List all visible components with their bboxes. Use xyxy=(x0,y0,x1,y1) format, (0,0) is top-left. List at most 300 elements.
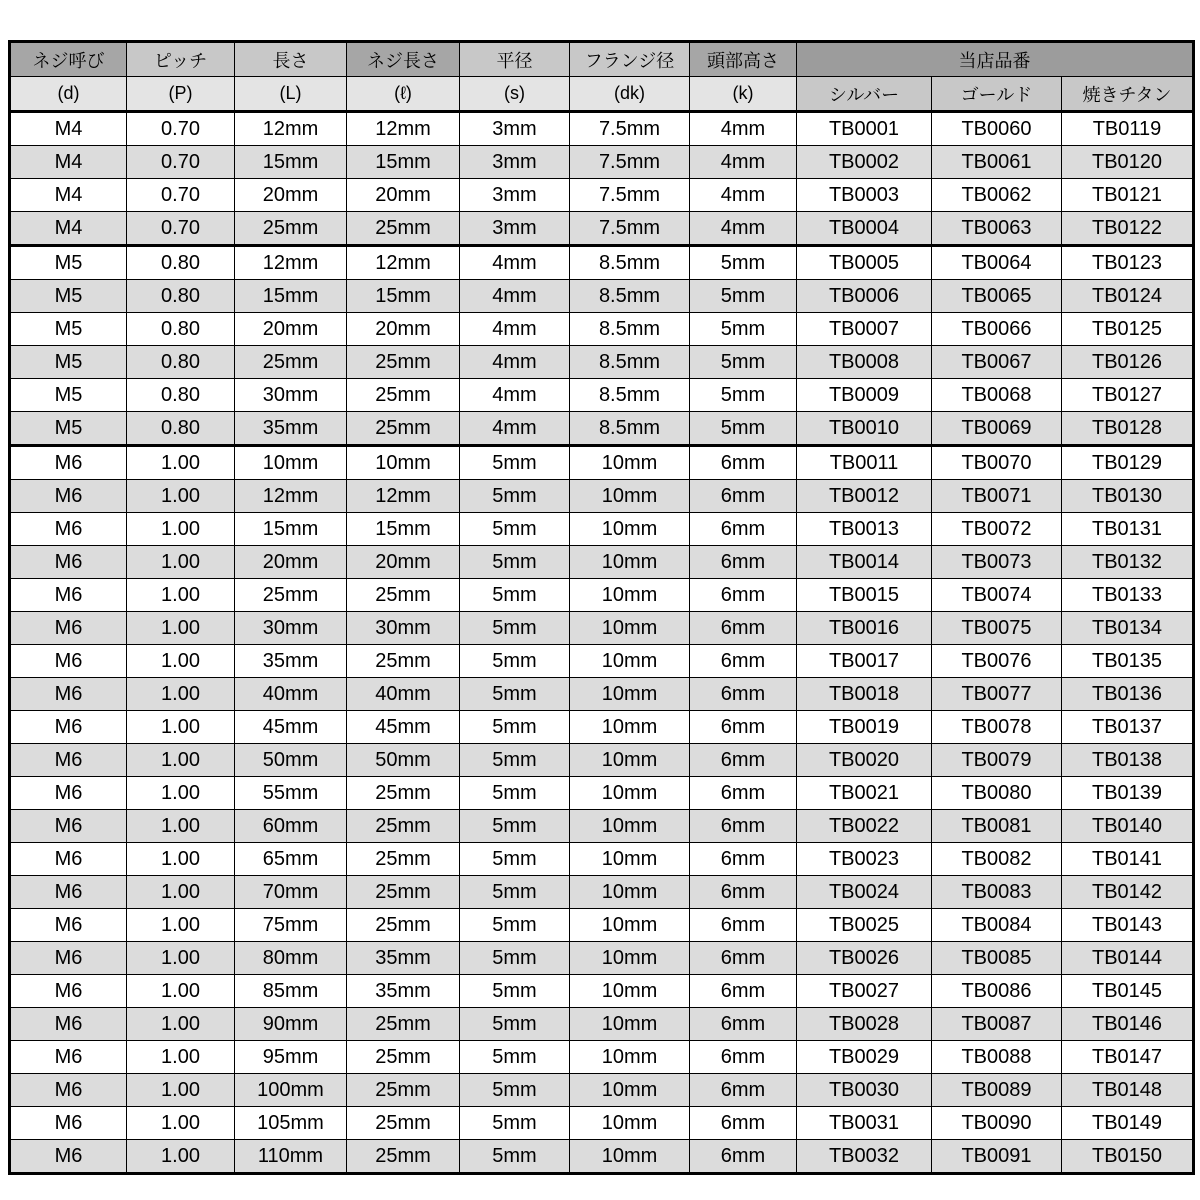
flange-diameter-cell: 7.5mm xyxy=(570,179,690,212)
flat-diameter-cell: 5mm xyxy=(460,1107,570,1140)
part-number-titanium-cell: TB0140 xyxy=(1062,810,1194,843)
header-head-height: 頭部高さ xyxy=(690,42,797,77)
part-number-silver-cell: TB0029 xyxy=(797,1041,932,1074)
part-number-gold-cell: TB0085 xyxy=(932,942,1062,975)
part-number-silver-cell: TB0022 xyxy=(797,810,932,843)
part-number-gold-cell: TB0080 xyxy=(932,777,1062,810)
part-number-silver-cell: TB0014 xyxy=(797,546,932,579)
length-cell: 95mm xyxy=(235,1041,347,1074)
length-cell: 105mm xyxy=(235,1107,347,1140)
part-number-titanium-cell: TB0123 xyxy=(1062,246,1194,280)
part-number-silver-cell: TB0015 xyxy=(797,579,932,612)
thread-length-cell: 25mm xyxy=(347,843,460,876)
thread-length-cell: 25mm xyxy=(347,412,460,446)
head-height-cell: 6mm xyxy=(690,711,797,744)
part-number-titanium-cell: TB0130 xyxy=(1062,480,1194,513)
flange-diameter-cell: 10mm xyxy=(570,777,690,810)
pitch-cell: 1.00 xyxy=(127,1140,235,1174)
table-row xyxy=(10,313,1194,346)
pitch-cell: 0.80 xyxy=(127,280,235,313)
thread-length-cell: 25mm xyxy=(347,1008,460,1041)
length-cell: 25mm xyxy=(235,579,347,612)
pitch-cell: 1.00 xyxy=(127,744,235,777)
pitch-cell: 1.00 xyxy=(127,612,235,645)
part-number-gold-cell: TB0062 xyxy=(932,179,1062,212)
flat-diameter-cell: 4mm xyxy=(460,313,570,346)
screw-size-cell: M4 xyxy=(10,146,127,179)
thread-length-cell: 15mm xyxy=(347,146,460,179)
part-number-gold-cell: TB0067 xyxy=(932,346,1062,379)
part-number-silver-cell: TB0020 xyxy=(797,744,932,777)
screw-size-cell: M5 xyxy=(10,246,127,280)
pitch-cell: 0.80 xyxy=(127,313,235,346)
thread-length-cell: 20mm xyxy=(347,179,460,212)
flat-diameter-cell: 5mm xyxy=(460,843,570,876)
pitch-cell: 1.00 xyxy=(127,711,235,744)
part-number-silver-cell: TB0009 xyxy=(797,379,932,412)
screw-size-cell: M6 xyxy=(10,546,127,579)
part-number-gold-cell: TB0086 xyxy=(932,975,1062,1008)
table-row xyxy=(10,579,1194,612)
pitch-cell: 1.00 xyxy=(127,1041,235,1074)
flange-diameter-cell: 10mm xyxy=(570,876,690,909)
part-number-gold-cell: TB0063 xyxy=(932,212,1062,246)
length-cell: 25mm xyxy=(235,212,347,246)
part-number-titanium-cell: TB0129 xyxy=(1062,446,1194,480)
table-row xyxy=(10,744,1194,777)
flat-diameter-cell: 5mm xyxy=(460,909,570,942)
table-row xyxy=(10,280,1194,313)
part-number-silver-cell: TB0004 xyxy=(797,212,932,246)
flange-diameter-cell: 10mm xyxy=(570,1140,690,1174)
table-row xyxy=(10,480,1194,513)
flange-diameter-cell: 10mm xyxy=(570,744,690,777)
flange-diameter-cell: 10mm xyxy=(570,711,690,744)
screw-size-cell: M6 xyxy=(10,1074,127,1107)
table-row xyxy=(10,546,1194,579)
table-header xyxy=(10,42,1194,112)
part-number-titanium-cell: TB0138 xyxy=(1062,744,1194,777)
part-number-silver-cell: TB0030 xyxy=(797,1074,932,1107)
screw-size-cell: M4 xyxy=(10,212,127,246)
flange-diameter-cell: 10mm xyxy=(570,645,690,678)
header-pitch: ピッチ xyxy=(127,42,235,77)
part-number-titanium-cell: TB0147 xyxy=(1062,1041,1194,1074)
flat-diameter-cell: 5mm xyxy=(460,645,570,678)
part-number-silver-cell: TB0027 xyxy=(797,975,932,1008)
head-height-cell: 6mm xyxy=(690,446,797,480)
flange-diameter-cell: 10mm xyxy=(570,975,690,1008)
part-number-gold-cell: TB0084 xyxy=(932,909,1062,942)
pitch-cell: 1.00 xyxy=(127,843,235,876)
flat-diameter-cell: 5mm xyxy=(460,1041,570,1074)
part-number-silver-cell: TB0006 xyxy=(797,280,932,313)
table-row xyxy=(10,678,1194,711)
flange-diameter-cell: 7.5mm xyxy=(570,112,690,146)
thread-length-cell: 12mm xyxy=(347,246,460,280)
table-body xyxy=(10,112,1194,1174)
table-row xyxy=(10,112,1194,146)
part-number-titanium-cell: TB0136 xyxy=(1062,678,1194,711)
table-row xyxy=(10,843,1194,876)
head-height-cell: 6mm xyxy=(690,612,797,645)
pitch-cell: 1.00 xyxy=(127,446,235,480)
pitch-cell: 0.80 xyxy=(127,246,235,280)
table-row xyxy=(10,1008,1194,1041)
flange-diameter-cell: 10mm xyxy=(570,678,690,711)
flat-diameter-cell: 4mm xyxy=(460,346,570,379)
flange-diameter-cell: 7.5mm xyxy=(570,146,690,179)
part-number-gold-cell: TB0065 xyxy=(932,280,1062,313)
flange-diameter-cell: 10mm xyxy=(570,942,690,975)
header-length: 長さ xyxy=(235,42,347,77)
screw-size-cell: M6 xyxy=(10,711,127,744)
head-height-cell: 6mm xyxy=(690,1107,797,1140)
screw-size-cell: M5 xyxy=(10,280,127,313)
flat-diameter-cell: 5mm xyxy=(460,711,570,744)
flange-diameter-cell: 10mm xyxy=(570,1041,690,1074)
flat-diameter-cell: 3mm xyxy=(460,112,570,146)
flat-diameter-cell: 5mm xyxy=(460,975,570,1008)
part-number-gold-cell: TB0060 xyxy=(932,112,1062,146)
flange-diameter-cell: 10mm xyxy=(570,1008,690,1041)
table-row xyxy=(10,146,1194,179)
table-row xyxy=(10,1140,1194,1174)
part-number-gold-cell: TB0066 xyxy=(932,313,1062,346)
part-number-silver-cell: TB0019 xyxy=(797,711,932,744)
head-height-cell: 6mm xyxy=(690,1008,797,1041)
table-row xyxy=(10,909,1194,942)
table-row xyxy=(10,645,1194,678)
part-number-gold-cell: TB0073 xyxy=(932,546,1062,579)
length-cell: 12mm xyxy=(235,112,347,146)
pitch-cell: 1.00 xyxy=(127,909,235,942)
spec-table xyxy=(8,40,1195,1175)
pitch-cell: 0.80 xyxy=(127,412,235,446)
part-number-titanium-cell: TB0126 xyxy=(1062,346,1194,379)
head-height-cell: 6mm xyxy=(690,909,797,942)
thread-length-cell: 12mm xyxy=(347,112,460,146)
part-number-silver-cell: TB0025 xyxy=(797,909,932,942)
flat-diameter-cell: 4mm xyxy=(460,412,570,446)
thread-length-cell: 15mm xyxy=(347,280,460,313)
flange-diameter-cell: 10mm xyxy=(570,579,690,612)
length-cell: 30mm xyxy=(235,379,347,412)
part-number-titanium-cell: TB0146 xyxy=(1062,1008,1194,1041)
length-cell: 20mm xyxy=(235,313,347,346)
head-height-cell: 6mm xyxy=(690,876,797,909)
length-cell: 12mm xyxy=(235,246,347,280)
head-height-cell: 6mm xyxy=(690,546,797,579)
head-height-cell: 6mm xyxy=(690,942,797,975)
flange-diameter-cell: 7.5mm xyxy=(570,212,690,246)
thread-length-cell: 25mm xyxy=(347,645,460,678)
part-number-gold-cell: TB0071 xyxy=(932,480,1062,513)
thread-length-cell: 20mm xyxy=(347,546,460,579)
header-unit-l: (L) xyxy=(235,77,347,112)
part-number-titanium-cell: TB0128 xyxy=(1062,412,1194,446)
thread-length-cell: 10mm xyxy=(347,446,460,480)
length-cell: 75mm xyxy=(235,909,347,942)
head-height-cell: 6mm xyxy=(690,678,797,711)
head-height-cell: 4mm xyxy=(690,146,797,179)
head-height-cell: 5mm xyxy=(690,412,797,446)
pitch-cell: 1.00 xyxy=(127,678,235,711)
flat-diameter-cell: 3mm xyxy=(460,179,570,212)
part-number-gold-cell: TB0069 xyxy=(932,412,1062,446)
table-row xyxy=(10,379,1194,412)
part-number-titanium-cell: TB0148 xyxy=(1062,1074,1194,1107)
screw-size-cell: M4 xyxy=(10,179,127,212)
part-number-silver-cell: TB0021 xyxy=(797,777,932,810)
length-cell: 30mm xyxy=(235,612,347,645)
header-screw-size: ネジ呼び xyxy=(10,42,127,77)
flat-diameter-cell: 5mm xyxy=(460,942,570,975)
flat-diameter-cell: 3mm xyxy=(460,146,570,179)
header-unit-p: (P) xyxy=(127,77,235,112)
head-height-cell: 6mm xyxy=(690,843,797,876)
head-height-cell: 5mm xyxy=(690,346,797,379)
length-cell: 20mm xyxy=(235,546,347,579)
part-number-titanium-cell: TB0124 xyxy=(1062,280,1194,313)
flat-diameter-cell: 5mm xyxy=(460,777,570,810)
header-title-row xyxy=(10,42,1194,77)
pitch-cell: 1.00 xyxy=(127,1107,235,1140)
part-number-titanium-cell: TB0142 xyxy=(1062,876,1194,909)
flange-diameter-cell: 8.5mm xyxy=(570,412,690,446)
part-number-gold-cell: TB0077 xyxy=(932,678,1062,711)
flange-diameter-cell: 10mm xyxy=(570,1074,690,1107)
table-row xyxy=(10,876,1194,909)
flat-diameter-cell: 5mm xyxy=(460,744,570,777)
head-height-cell: 5mm xyxy=(690,313,797,346)
part-number-gold-cell: TB0082 xyxy=(932,843,1062,876)
head-height-cell: 5mm xyxy=(690,246,797,280)
length-cell: 15mm xyxy=(235,280,347,313)
part-number-titanium-cell: TB0133 xyxy=(1062,579,1194,612)
flange-diameter-cell: 8.5mm xyxy=(570,313,690,346)
head-height-cell: 6mm xyxy=(690,810,797,843)
table-row xyxy=(10,711,1194,744)
thread-length-cell: 35mm xyxy=(347,975,460,1008)
pitch-cell: 0.80 xyxy=(127,346,235,379)
thread-length-cell: 25mm xyxy=(347,212,460,246)
length-cell: 35mm xyxy=(235,412,347,446)
part-number-titanium-cell: TB0119 xyxy=(1062,112,1194,146)
pitch-cell: 0.70 xyxy=(127,179,235,212)
flange-diameter-cell: 10mm xyxy=(570,612,690,645)
thread-length-cell: 35mm xyxy=(347,942,460,975)
thread-length-cell: 25mm xyxy=(347,1074,460,1107)
part-number-silver-cell: TB0012 xyxy=(797,480,932,513)
flange-diameter-cell: 10mm xyxy=(570,513,690,546)
pitch-cell: 1.00 xyxy=(127,975,235,1008)
thread-length-cell: 40mm xyxy=(347,678,460,711)
header-flat-diameter: 平径 xyxy=(460,42,570,77)
table-row xyxy=(10,1074,1194,1107)
header-unit-d: (d) xyxy=(10,77,127,112)
part-number-silver-cell: TB0028 xyxy=(797,1008,932,1041)
length-cell: 110mm xyxy=(235,1140,347,1174)
flat-diameter-cell: 5mm xyxy=(460,876,570,909)
part-number-gold-cell: TB0088 xyxy=(932,1041,1062,1074)
length-cell: 15mm xyxy=(235,513,347,546)
screw-size-cell: M6 xyxy=(10,480,127,513)
part-number-silver-cell: TB0003 xyxy=(797,179,932,212)
screw-size-cell: M6 xyxy=(10,513,127,546)
length-cell: 15mm xyxy=(235,146,347,179)
screw-size-cell: M6 xyxy=(10,975,127,1008)
length-cell: 55mm xyxy=(235,777,347,810)
head-height-cell: 5mm xyxy=(690,379,797,412)
part-number-silver-cell: TB0032 xyxy=(797,1140,932,1174)
flat-diameter-cell: 4mm xyxy=(460,280,570,313)
head-height-cell: 6mm xyxy=(690,744,797,777)
length-cell: 80mm xyxy=(235,942,347,975)
part-number-silver-cell: TB0010 xyxy=(797,412,932,446)
length-cell: 65mm xyxy=(235,843,347,876)
flat-diameter-cell: 5mm xyxy=(460,546,570,579)
part-number-gold-cell: TB0072 xyxy=(932,513,1062,546)
length-cell: 10mm xyxy=(235,446,347,480)
flat-diameter-cell: 5mm xyxy=(460,1140,570,1174)
part-number-gold-cell: TB0068 xyxy=(932,379,1062,412)
flange-diameter-cell: 10mm xyxy=(570,1107,690,1140)
screw-size-cell: M6 xyxy=(10,744,127,777)
length-cell: 12mm xyxy=(235,480,347,513)
part-number-silver-cell: TB0005 xyxy=(797,246,932,280)
part-number-silver-cell: TB0002 xyxy=(797,146,932,179)
part-number-silver-cell: TB0008 xyxy=(797,346,932,379)
table-row xyxy=(10,212,1194,246)
flange-diameter-cell: 10mm xyxy=(570,843,690,876)
screw-size-cell: M6 xyxy=(10,810,127,843)
part-number-gold-cell: TB0064 xyxy=(932,246,1062,280)
thread-length-cell: 25mm xyxy=(347,1140,460,1174)
part-number-silver-cell: TB0024 xyxy=(797,876,932,909)
pitch-cell: 1.00 xyxy=(127,579,235,612)
length-cell: 45mm xyxy=(235,711,347,744)
thread-length-cell: 25mm xyxy=(347,1041,460,1074)
thread-length-cell: 25mm xyxy=(347,1107,460,1140)
screw-size-cell: M6 xyxy=(10,843,127,876)
length-cell: 35mm xyxy=(235,645,347,678)
thread-length-cell: 15mm xyxy=(347,513,460,546)
head-height-cell: 6mm xyxy=(690,975,797,1008)
flat-diameter-cell: 4mm xyxy=(460,379,570,412)
screw-size-cell: M6 xyxy=(10,1041,127,1074)
table-row xyxy=(10,513,1194,546)
pitch-cell: 1.00 xyxy=(127,1074,235,1107)
part-number-gold-cell: TB0078 xyxy=(932,711,1062,744)
thread-length-cell: 12mm xyxy=(347,480,460,513)
pitch-cell: 1.00 xyxy=(127,480,235,513)
part-number-gold-cell: TB0076 xyxy=(932,645,1062,678)
thread-length-cell: 25mm xyxy=(347,777,460,810)
length-cell: 100mm xyxy=(235,1074,347,1107)
flat-diameter-cell: 5mm xyxy=(460,480,570,513)
pitch-cell: 1.00 xyxy=(127,645,235,678)
flange-diameter-cell: 10mm xyxy=(570,810,690,843)
flange-diameter-cell: 10mm xyxy=(570,909,690,942)
thread-length-cell: 30mm xyxy=(347,612,460,645)
part-number-gold-cell: TB0087 xyxy=(932,1008,1062,1041)
length-cell: 50mm xyxy=(235,744,347,777)
part-number-titanium-cell: TB0137 xyxy=(1062,711,1194,744)
flange-diameter-cell: 8.5mm xyxy=(570,246,690,280)
length-cell: 60mm xyxy=(235,810,347,843)
table-row xyxy=(10,346,1194,379)
table-row xyxy=(10,810,1194,843)
head-height-cell: 6mm xyxy=(690,1041,797,1074)
part-number-silver-cell: TB0031 xyxy=(797,1107,932,1140)
head-height-cell: 6mm xyxy=(690,777,797,810)
head-height-cell: 5mm xyxy=(690,280,797,313)
head-height-cell: 6mm xyxy=(690,1074,797,1107)
pitch-cell: 1.00 xyxy=(127,777,235,810)
length-cell: 85mm xyxy=(235,975,347,1008)
part-number-titanium-cell: TB0122 xyxy=(1062,212,1194,246)
flange-diameter-cell: 8.5mm xyxy=(570,379,690,412)
header-unit-row xyxy=(10,77,1194,112)
flange-diameter-cell: 8.5mm xyxy=(570,346,690,379)
head-height-cell: 4mm xyxy=(690,212,797,246)
table-row xyxy=(10,179,1194,212)
flat-diameter-cell: 5mm xyxy=(460,810,570,843)
header-titanium: 焼きチタン xyxy=(1062,77,1194,112)
head-height-cell: 6mm xyxy=(690,1140,797,1174)
part-number-silver-cell: TB0017 xyxy=(797,645,932,678)
part-number-titanium-cell: TB0127 xyxy=(1062,379,1194,412)
part-number-gold-cell: TB0089 xyxy=(932,1074,1062,1107)
screw-size-cell: M6 xyxy=(10,678,127,711)
screw-size-cell: M5 xyxy=(10,379,127,412)
thread-length-cell: 25mm xyxy=(347,579,460,612)
part-number-silver-cell: TB0026 xyxy=(797,942,932,975)
flat-diameter-cell: 5mm xyxy=(460,446,570,480)
flat-diameter-cell: 5mm xyxy=(460,612,570,645)
part-number-gold-cell: TB0091 xyxy=(932,1140,1062,1174)
flange-diameter-cell: 10mm xyxy=(570,546,690,579)
part-number-titanium-cell: TB0139 xyxy=(1062,777,1194,810)
length-cell: 70mm xyxy=(235,876,347,909)
thread-length-cell: 25mm xyxy=(347,346,460,379)
header-flange-diameter: フランジ径 xyxy=(570,42,690,77)
screw-size-cell: M6 xyxy=(10,1140,127,1174)
table-row xyxy=(10,942,1194,975)
thread-length-cell: 25mm xyxy=(347,876,460,909)
pitch-cell: 1.00 xyxy=(127,1008,235,1041)
screw-size-cell: M6 xyxy=(10,777,127,810)
screw-size-cell: M6 xyxy=(10,579,127,612)
thread-length-cell: 25mm xyxy=(347,379,460,412)
part-number-gold-cell: TB0081 xyxy=(932,810,1062,843)
flat-diameter-cell: 3mm xyxy=(460,212,570,246)
screw-size-cell: M6 xyxy=(10,1107,127,1140)
part-number-titanium-cell: TB0149 xyxy=(1062,1107,1194,1140)
part-number-titanium-cell: TB0144 xyxy=(1062,942,1194,975)
table-row xyxy=(10,446,1194,480)
head-height-cell: 6mm xyxy=(690,513,797,546)
thread-length-cell: 25mm xyxy=(347,909,460,942)
head-height-cell: 4mm xyxy=(690,112,797,146)
header-unit-k: (k) xyxy=(690,77,797,112)
part-number-silver-cell: TB0013 xyxy=(797,513,932,546)
part-number-gold-cell: TB0083 xyxy=(932,876,1062,909)
table-row xyxy=(10,1107,1194,1140)
part-number-titanium-cell: TB0132 xyxy=(1062,546,1194,579)
part-number-gold-cell: TB0061 xyxy=(932,146,1062,179)
